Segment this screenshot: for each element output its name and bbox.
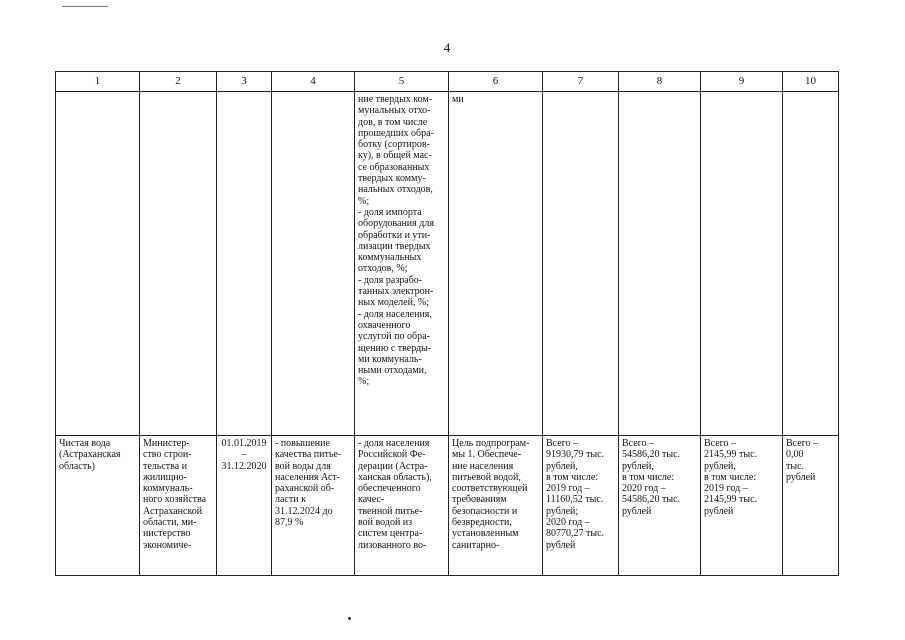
cell-goal: [272, 92, 355, 436]
header-cell: 2: [140, 72, 217, 92]
cell-funding-total: [543, 92, 619, 436]
scan-speck: [348, 617, 351, 620]
table-row: [56, 436, 839, 576]
cell-funding-other: [783, 92, 839, 436]
cell-funding-other: Всего – 0,00 тыс. рублей: [783, 436, 839, 576]
cell-project-name: [56, 92, 140, 436]
table-row: [56, 92, 839, 436]
header-cell: 1: [56, 72, 140, 92]
cell-subprogram-link: ми: [449, 92, 543, 436]
cell-funding-federal: [619, 92, 701, 436]
page-number: 4: [443, 40, 451, 55]
cell-funding-regional: [701, 92, 783, 436]
header-cell: 10: [783, 72, 839, 92]
cell-responsible: Министер- ство строи- тельства и жилищно- коммуналь- ного хозяйства Астраханской области, ми- нистерство экономиче-: [140, 436, 217, 576]
cell-period: [217, 92, 272, 436]
cell-funding-regional: Всего – 2145,99 тыс. рублей, в том числе: 2019 год – 2145,99 тыс. рублей: [701, 436, 783, 576]
cell-subprogram-link: Цель подпрограм- мы 1. Обеспече- ние населения питьевой водой, соответствующей требованиям безопасности и безвредности, установленным санитарно-: [449, 436, 543, 576]
cell-funding-federal: Всего – 54586,20 тыс. рублей, в том числе: 2020 год – 54586,20 тыс. рублей: [619, 436, 701, 576]
cell-goal: - повышение качества питье- вой воды для населения Аст- раханской об- ласти к 31.12.2024 до 87,9 %: [272, 436, 355, 576]
cell-project-name: Чистая вода (Астраханская область): [56, 436, 140, 576]
cell-indicators: ние твердых ком- мунальных отхо- дов, в том числе прошедших обра- ботку (сортиров- ку), в общей мас- се образованных твердых комму- нальных отходов, %; - доля импорта оборудования для обработки и ути- лизации твердых коммунальных отходов, %; - доля разрабо- танных электрон- ных моделей, %; - доля населения, охваченного услугой по обра- щению с тверды- ми коммуналь- ными отходами, %;: [355, 92, 449, 436]
header-cell: 7: [543, 72, 619, 92]
header-cell: 4: [272, 72, 355, 92]
header-cell: 5: [355, 72, 449, 92]
header-cell: 9: [701, 72, 783, 92]
header-row: [56, 72, 839, 92]
cell-indicators: - доля населения Российской Фе- дерации (Астра- ханская область), обеспеченного качес- твенной питье- вой водой из систем центра- лизованного во-: [355, 436, 449, 576]
cell-period: 01.01.2019 – 31.12.2020: [217, 436, 272, 576]
header-cell: 3: [217, 72, 272, 92]
header-cell: 6: [449, 72, 543, 92]
program-table: [55, 71, 839, 576]
top-rule: [62, 6, 108, 7]
cell-funding-total: Всего – 91930,79 тыс. рублей, в том числе: 2019 год – 11160,52 тыс. рублей; 2020 год – 80770,27 тыс. рублей: [543, 436, 619, 576]
cell-responsible: [140, 92, 217, 436]
header-cell: 8: [619, 72, 701, 92]
